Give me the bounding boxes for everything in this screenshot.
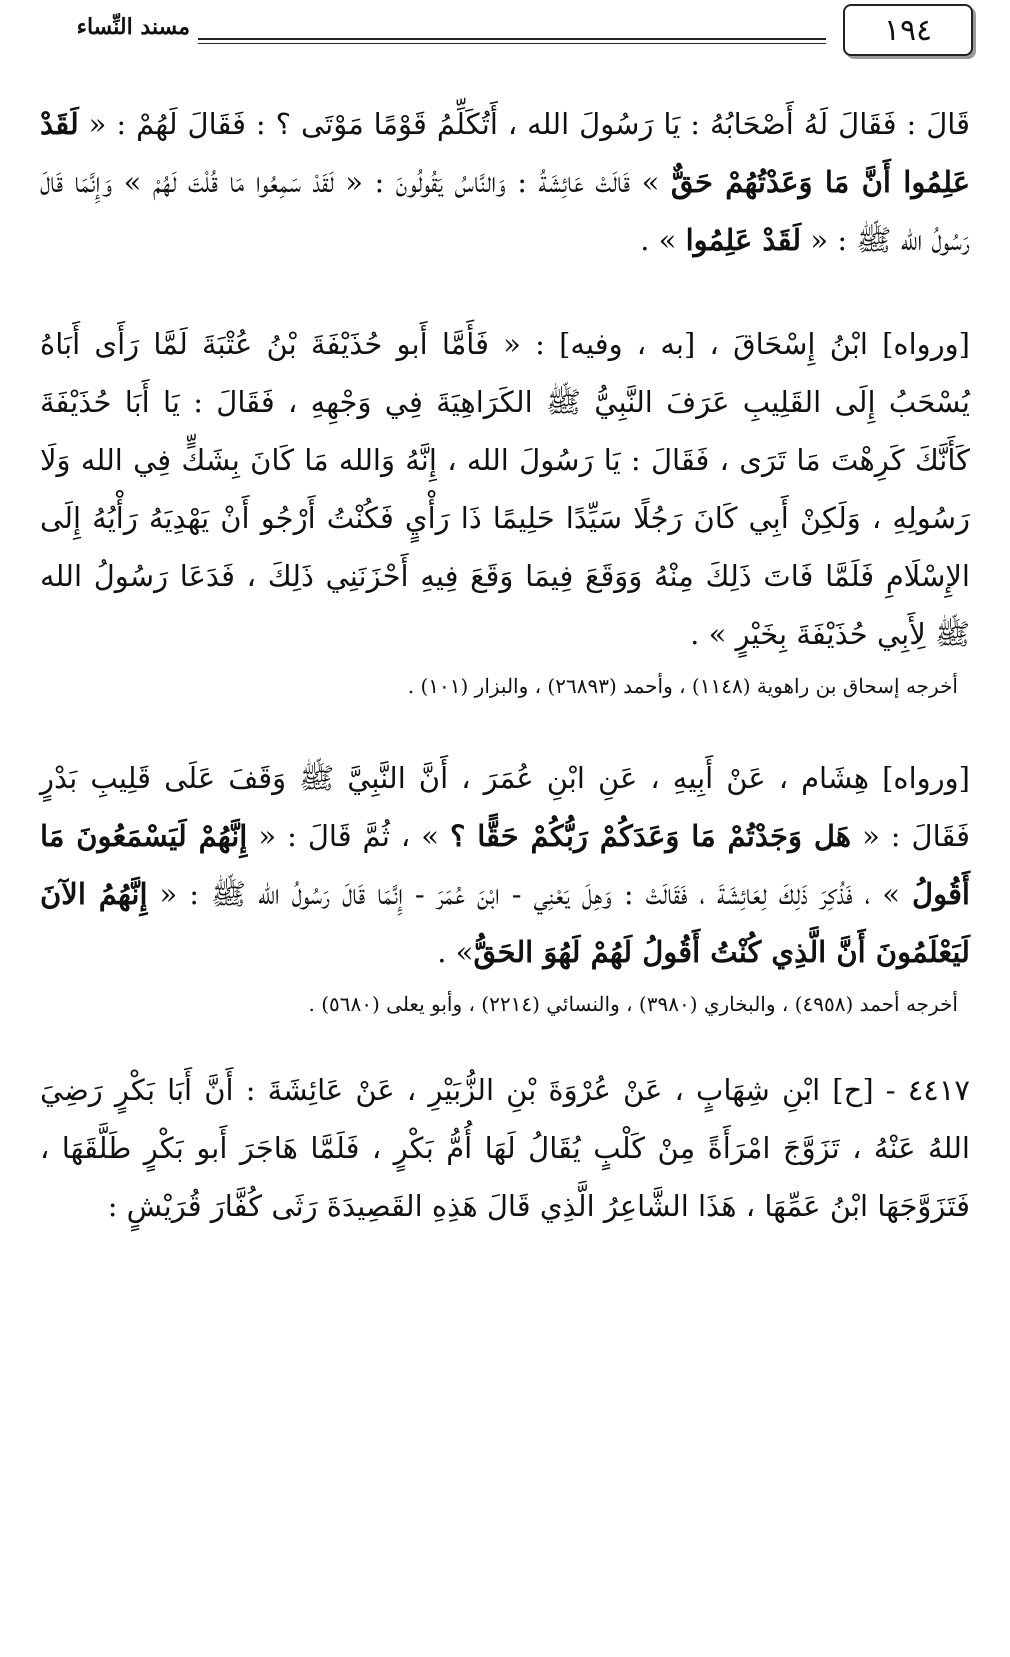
paragraph-4: ٤٤١٧ - [ح] ابْنِ شِهَابٍ ، عَنْ عُرْوَةَ بْنِ الزُّبَيْرِ ، عَنْ عَائِشَةَ : أَنَّ أَبَا بَكْرٍ رَضِيَ اللهُ عَنْهُ ، تَزَوَّجَ امْرَأَةً مِنْ كَلْبٍ يُقَالُ لَهَا أُمُّ بَكْرٍ ، فَلَمَّا هَاجَرَ أَبو بَكْرٍ طَلَّقَهَا ، فَتَزَوَّجَهَا ابْنُ عَمِّهَا ، هَذَا الشَّاعِرُ الَّذِي قَالَ هَذِهِ القَصِيدَةَ رَثَى كُفَّارَ قُرَيْشٍ : <box>40 1073 970 1223</box>
page-number: ١٩٤ <box>843 4 973 56</box>
header-rule <box>198 38 826 40</box>
spacer <box>40 1021 970 1061</box>
text-span: » . <box>640 223 686 257</box>
bold-quote: لَقَدْ عَلِمُوا <box>685 223 802 257</box>
bold-quote: إِنَّهُمُ الآنَ لَيَعْلَمُونَ أَنَّ الَّذِي كُنْتُ أَقُولُ لَهُمْ لَهُوَ الحَقُّ <box>40 877 970 969</box>
spacer <box>40 269 970 315</box>
header-rule-thin <box>198 43 826 44</box>
page-body <box>40 95 970 1235</box>
paragraph-1 <box>40 95 970 269</box>
text-span: » . <box>437 935 474 969</box>
text-span: قَالَ : فَقَالَ لَهُ أَصْحَابُهُ : يَا رَسُولَ الله ، أَتُكَلِّمُ قَوْمًا مَوْتَى ؟ : فَقَالَ لَهُمْ : « <box>78 107 970 141</box>
bold-quote: هَل وَجَدْتُمْ مَا وَعَدَكُمْ رَبُّكُمْ حَقًّا ؟ <box>449 819 852 853</box>
spacer <box>40 703 970 749</box>
footnote-citation: أخرجه أحمد (٤٩٥٨) ، والبخاري (٣٩٨٠) ، والنسائي (٢٢١٤) ، وأبو يعلى (٥٦٨٠) . <box>308 992 958 1016</box>
bold-quote: إِنَّهُمْ لَيَسْمَعُونَ مَا أَقُولُ <box>40 819 970 911</box>
paragraph-3 <box>40 749 970 981</box>
paragraph-2: [ورواه] ابْنُ إِسْحَاقَ ، [به ، وفيه] : « فَأَمَّا أَبو حُذَيْفَةَ بْنُ عُتْبَةَ لَمَّا رَأَى أَبَاهُ يُسْحَبُ إِلَى القَلِيبِ عَرَفَ النَّبِيُّ ﷺ الكَرَاهِيَةَ فِي وَجْهِهِ ، فَقَالَ : يَا أَبَا حُذَيْفَةَ كَأَنَّكَ كَرِهْتَ مَا تَرَى ، فَقَالَ : يَا رَسُولَ الله ، إِنَّهُ وَالله مَا كَانَ بِشَكٍّ فِي الله وَلَا رَسُولِهِ ، وَلَكِنْ أَبِي كَانَ رَجُلًا سَيِّدًا حَلِيمًا ذَا رَأْيٍ فَكُنْتُ أَرْجُو أَنْ يَهْدِيَهُ رَأْيُهُ إِلَى الإِسْلَامِ فَلَمَّا فَاتَ ذَلِكَ مِنْهُ وَوَقَعَ فِيمَا وَقَعَ فِيهِ أَحْزَنَنِي ذَلِكَ ، فَدَعَا رَسُولُ الله ﷺ لِأَبِي حُذَيْفَةَ بِخَيْرٍ » . <box>40 327 970 651</box>
text-span: » قَالَتْ عَائِشَةُ : وَالنَّاسُ يَقُولُونَ : « لَقَدْ سَمِعُوا مَا قُلْتَ لَهُمْ » وَإِنَّمَا قَالَ رَسُولُ الله ﷺ : « <box>40 165 970 257</box>
bold-quote: لَقَدْ عَلِمُوا أَنَّ مَا وَعَدْتُهُمْ حَقٌّ <box>40 107 970 199</box>
text-span: » ، فَذُكِرَ ذَلِكَ لِعَائِشَةَ ، فَقَالَتْ : وَهِلَ يَعْنِي - ابْنَ عُمَرَ - إِنَّمَا قَالَ رَسُولُ الله ﷺ : « <box>147 877 913 911</box>
book-title: مسند النِّساء <box>76 14 190 40</box>
page-header <box>0 0 1010 70</box>
footnote-citation: أخرجه إسحاق بن راهوية (١١٤٨) ، وأحمد (٢٦٨٩٣) ، والبزار (١٠١) . <box>407 674 958 698</box>
text-span: [ورواه] هِشَام ، عَنْ أَبِيهِ ، عَنِ ابْنِ عُمَرَ ، أَنَّ النَّبِيَّ ﷺ وَقَفَ عَلَى قَلِيبِ بَدْرٍ فَقَالَ : « <box>40 761 970 853</box>
text-span: » ، ثُمَّ قَالَ : « <box>247 819 450 853</box>
